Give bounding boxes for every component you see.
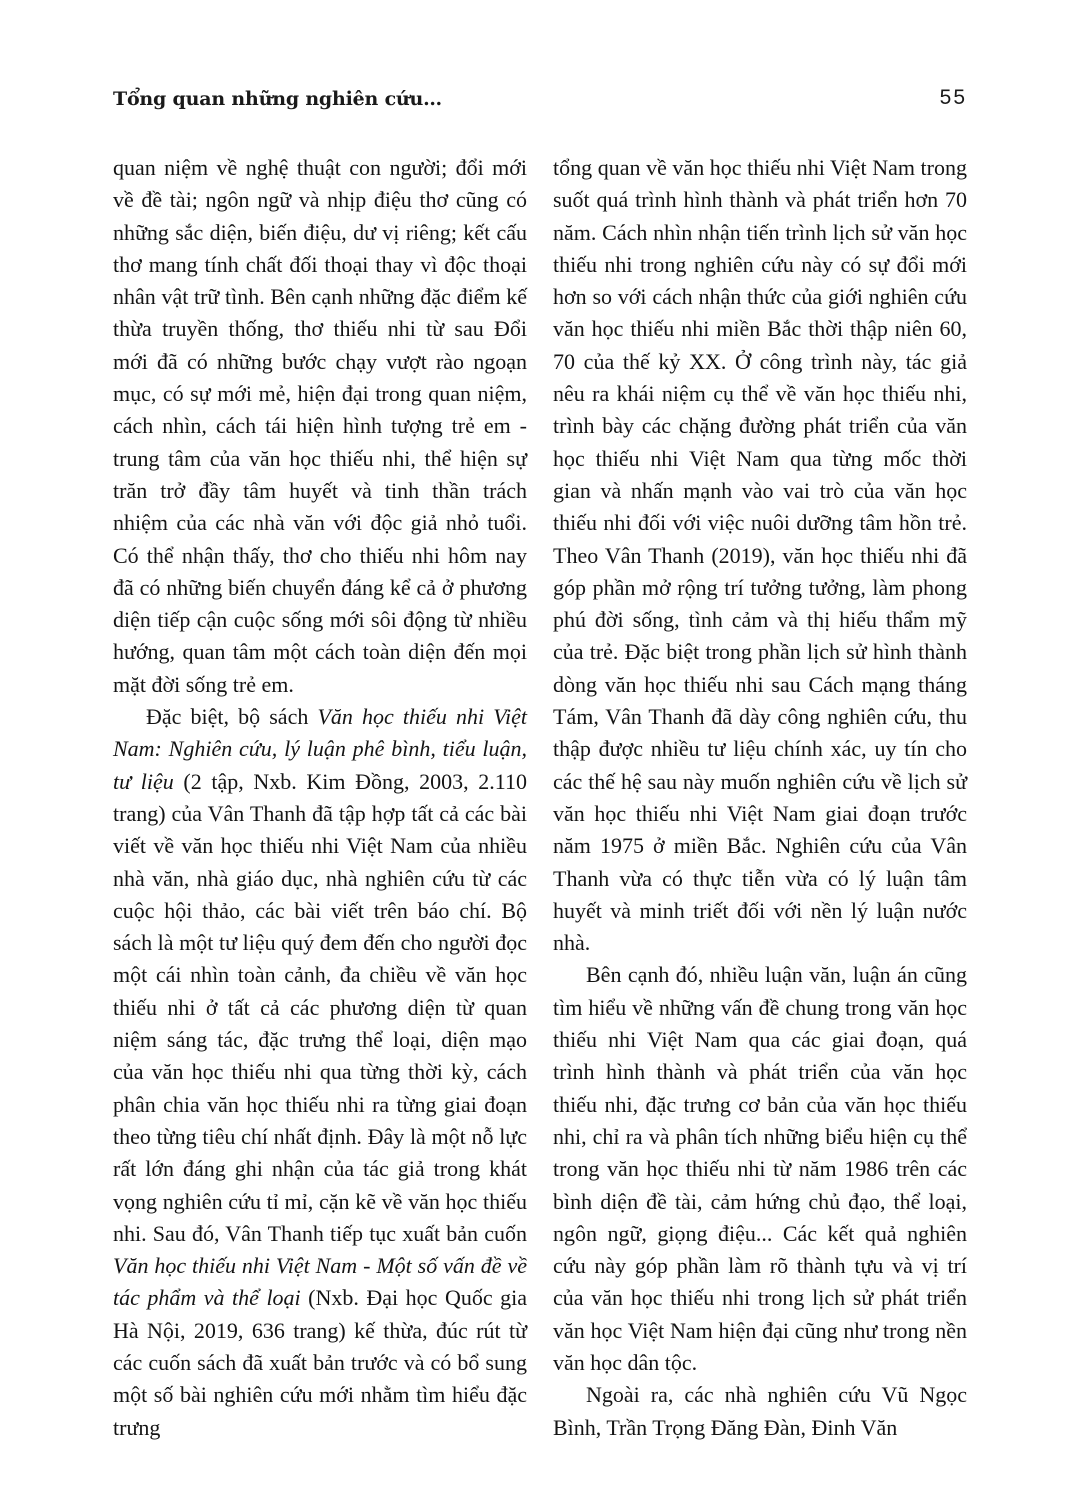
book-title-2: Văn học thiếu nhi Việt Nam - Một số vấn đề về tác phẩm và thể loại bbox=[113, 1253, 527, 1311]
left-paragraph-2 bbox=[113, 701, 527, 1444]
right-column bbox=[553, 152, 967, 1444]
left-p2-text-e: (Nxb. Đại học Quốc gia Hà Nội, 2019, 636 trang) kế thừa, đúc rút từ các cuốn sách đã xuất bản trước và có bổ sung một số bài nghiên cứu mới nhằm tìm hiểu đặc trưng bbox=[113, 1285, 527, 1440]
left-column bbox=[113, 152, 527, 1444]
left-p2-text-a: Đặc biệt, bộ sách bbox=[146, 704, 318, 730]
page-number: 55 bbox=[939, 86, 967, 109]
page-header bbox=[113, 88, 967, 124]
running-title: Tổng quan những nghiên cứu… bbox=[113, 88, 442, 110]
left-paragraph-1: quan niệm về nghệ thuật con người; đổi mới về đề tài; ngôn ngữ và nhịp điệu thơ cũng có những sắc diện, biến điệu, dư vị riêng; kết cấu thơ mang tính chất đối thoại thay vì độc thoại nhân vật trữ tình. Bên cạnh những đặc điểm kế thừa truyền thống, thơ thiếu nhi từ sau Đổi mới đã có những bước chạy vượt rào ngoạn mục, có sự mới mẻ, hiện đại trong quan niệm, cách nhìn, cách tái hiện hình tượng trẻ em - trung tâm của văn học thiếu nhi, thể hiện sự trăn trở đầy tâm huyết và tinh thần trách nhiệm của các nhà văn với độc giả nhỏ tuổi. Có thể nhận thấy, thơ cho thiếu nhi hôm nay đã có những biến chuyển đáng kể cả ở phương diện tiếp cận cuộc sống mới sôi động từ nhiều hướng, quan tâm một cách toàn diện đến mọi mặt đời sống trẻ em. bbox=[113, 155, 527, 697]
book-title-1: Văn học thiếu nhi Việt Nam: Nghiên cứu, lý luận phê bình, tiểu luận, tư liệu bbox=[113, 704, 527, 794]
right-paragraph-2: Bên cạnh đó, nhiều luận văn, luận án cũng tìm hiểu về những vấn đề chung trong văn học thiếu nhi Việt Nam qua các giai đoạn, quá trình hình thành và phát triển của văn học thiếu nhi, đặc trưng cơ bản của văn học thiếu nhi, chỉ ra và phân tích những biểu hiện cụ thể trong văn học thiếu nhi từ năm 1986 trên các bình diện đề tài, cảm hứng chủ đạo, thể loại, ngôn ngữ, giọng điệu... Các kết quả nghiên cứu này góp phần làm rõ thành tựu và vị trí của văn học thiếu nhi trong lịch sử phát triển văn học Việt Nam hiện đại cũng như trong nền văn học dân tộc. bbox=[553, 962, 967, 1375]
right-paragraph-3: Ngoài ra, các nhà nghiên cứu Vũ Ngọc Bình, Trần Trọng Đăng Đàn, Đinh Văn bbox=[553, 1382, 967, 1440]
right-paragraph-1: tổng quan về văn học thiếu nhi Việt Nam trong suốt quá trình hình thành và phát triển hơn 70 năm. Cách nhìn nhận tiến trình lịch sử văn học thiếu nhi trong nghiên cứu này có sự đổi mới hơn so với cách nhận thức của giới nghiên cứu văn học thiếu nhi miền Bắc thời thập niên 60, 70 của thế kỷ XX. Ở công trình này, tác giả nêu ra khái niệm cụ thể về văn học thiếu nhi, trình bày các chặng đường phát triển của văn học thiếu nhi Việt Nam qua từng mốc thời gian và nhấn mạnh vào vai trò của văn học thiếu nhi đối với việc nuôi dưỡng tâm hồn trẻ. Theo Vân Thanh (2019), văn học thiếu nhi đã góp phần mở rộng trí tưởng tưởng, làm phong phú đời sống, tình cảm và thị hiếu thẩm mỹ của trẻ. Đặc biệt trong phần lịch sử hình thành dòng văn học thiếu nhi sau Cách mạng tháng Tám, Vân Thanh đã dày công nghiên cứu, thu thập được nhiều tư liệu chính xác, uy tín cho các thế hệ sau này muốn nghiên cứu về lịch sử văn học thiếu nhi Việt Nam giai đoạn trước năm 1975 ở miền Bắc. Nghiên cứu của Vân Thanh vừa có thực tiễn vừa có lý luận tâm huyết và minh triết đối với nền lý luận nước nhà. bbox=[553, 155, 967, 956]
left-p2-text-c: (2 tập, Nxb. Kim Đồng, 2003, 2.110 trang) của Vân Thanh đã tập hợp tất cả các bài viết về văn học thiếu nhi Việt Nam của nhiều nhà văn, nhà giáo dục, nhà nghiên cứu từ các cuộc hội thảo, các bài viết trên báo chí. Bộ sách là một tư liệu quý đem đến cho người đọc một cái nhìn toàn cảnh, đa chiều về văn học thiếu nhi ở tất cả các phương diện từ quan niệm sáng tác, đặc trưng thể loại, diện mạo của văn học thiếu nhi qua từng thời kỳ, cách phân chia văn học thiếu nhi ra từng giai đoạn theo từng tiêu chí nhất định. Đây là một nỗ lực rất lớn đáng ghi nhận của tác giả trong khát vọng nghiên cứu tỉ mỉ, cặn kẽ về văn học thiếu nhi. Sau đó, Vân Thanh tiếp tục xuất bản cuốn bbox=[113, 768, 527, 1246]
